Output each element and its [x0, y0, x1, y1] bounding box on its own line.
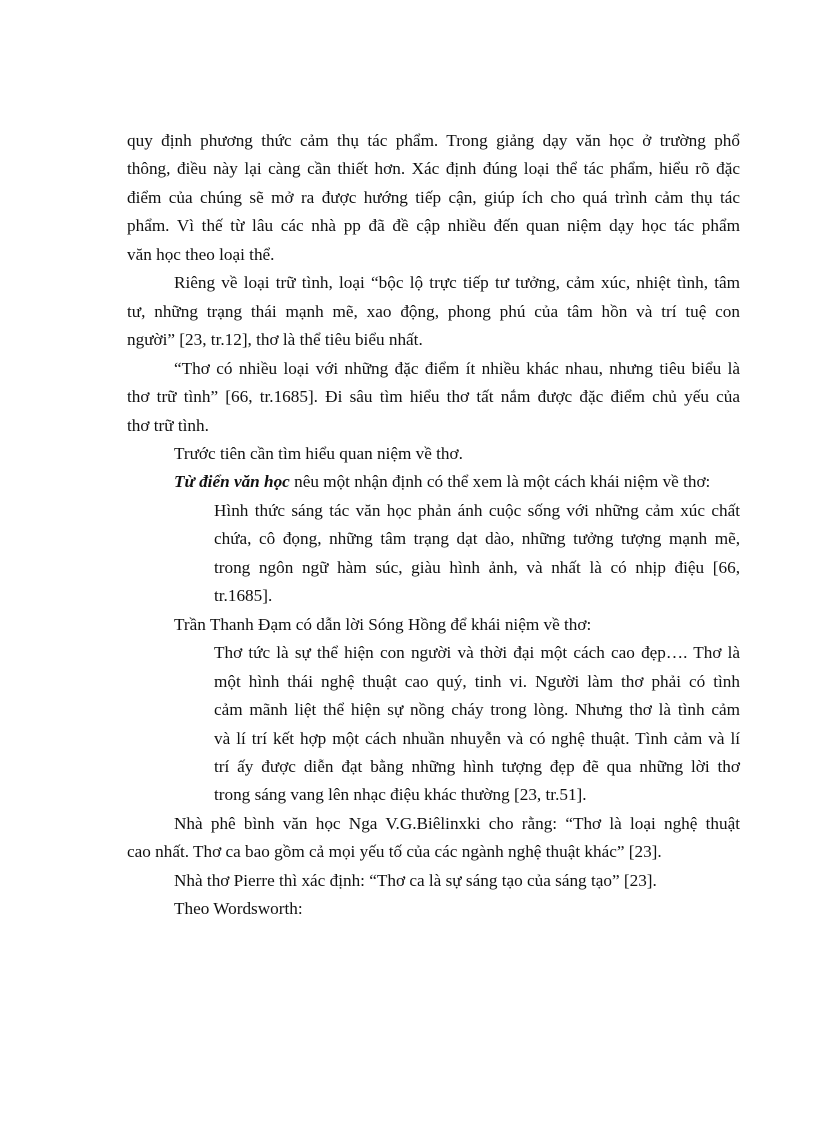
paragraph-4 — [174, 440, 740, 468]
text-line: phẩm. Vì thế từ lâu các nhà pp đã đề cập nhiều đến quan niệm dạy học tác phẩm — [127, 216, 740, 236]
document-body — [127, 127, 740, 924]
text-line: quy định phương thức cảm thụ tác phẩm. Trong giảng dạy văn học ở trường phổ — [127, 131, 740, 150]
quote-line: Hình thức sáng tác văn học phản ánh cuộc sống với những cảm xúc chất — [214, 500, 740, 520]
paragraph-3 — [127, 355, 740, 440]
paragraph-6 — [174, 611, 740, 639]
text-line: Nhà phê bình văn học Nga V.G.Biêlinxki cho rằng: “Thơ là loại nghệ thuật — [174, 813, 740, 833]
text-line: Trần Thanh Đạm có dẫn lời Sóng Hồng để khái niệm về thơ: — [174, 614, 592, 634]
quote-line: trí ấy được diễn đạt bằng những hình tượng đẹp đẽ qua những lời thơ — [214, 756, 740, 776]
paragraph-9 — [174, 895, 740, 923]
text-line: tư, những trạng thái mạnh mẽ, xao động, phong phú của tâm hồn và trí tuệ con — [127, 301, 740, 321]
book-title: Từ điển văn học — [174, 472, 290, 492]
text-run: nêu một nhận định có thể xem là một cách khái niệm về thơ: — [289, 472, 711, 492]
text-line — [174, 468, 740, 496]
text-line: Theo Wordsworth: — [174, 899, 303, 919]
quote-line: Thơ tức là sự thể hiện con người và thời đại một cách cao đẹp…. Thơ là — [214, 643, 740, 663]
paragraph-7 — [127, 810, 740, 867]
text-line: Riêng về loại trữ tình, loại “bộc lộ trực tiếp tư tưởng, cảm xúc, nhiệt tình, tâm — [174, 273, 740, 293]
block-quote-1 — [174, 497, 740, 611]
text-line: thông, điều này lại càng cần thiết hơn. Xác định đúng loại thể tác phẩm, hiểu rõ đặc — [127, 159, 740, 179]
block-quote-2 — [174, 639, 740, 810]
text-line: điểm của chúng sẽ mở ra được hướng tiếp cận, giúp ích cho quá trình cảm thụ tác — [127, 187, 740, 207]
text-line: thơ trữ tình” [66, tr.1685]. Đi sâu tìm hiểu thơ tất nắm được đặc điểm chủ yếu của — [127, 387, 740, 407]
paragraph-8 — [174, 867, 740, 895]
paragraph-1 — [127, 127, 740, 269]
quote-line: cảm mãnh liệt thể hiện sự nồng cháy trong lòng. Nhưng thơ là tình cảm — [214, 700, 740, 720]
text-line: văn học theo loại thể. — [127, 244, 275, 264]
quote-line: và lí trí kết hợp một cách nhuần nhuyễn và có nghệ thuật. Tình cảm và lí — [214, 728, 740, 748]
quote-line: trong sáng vang lên nhạc điệu khác thường [23, tr.51]. — [214, 785, 587, 805]
text-line: thơ trữ tình. — [127, 415, 209, 435]
text-line: “Thơ có nhiều loại với những đặc điểm ít nhiều khác nhau, nhưng tiêu biểu là — [174, 358, 740, 378]
text-line: cao nhất. Thơ ca bao gồm cả mọi yếu tố của các ngành nghệ thuật khác” [23]. — [127, 842, 662, 862]
paragraph-5 — [174, 468, 740, 496]
quote-line: tr.1685]. — [214, 586, 273, 606]
text-line: người” [23, tr.12], thơ là thể tiêu biểu nhất. — [127, 330, 423, 350]
text-line: Nhà thơ Pierre thì xác định: “Thơ ca là sự sáng tạo của sáng tạo” [23]. — [174, 870, 657, 890]
text-line: Trước tiên cần tìm hiểu quan niệm về thơ. — [174, 443, 463, 463]
quote-line: trong ngôn ngữ hàm súc, giàu hình ảnh, và nhất là có nhịp điệu [66, — [214, 557, 740, 577]
paragraph-2 — [127, 269, 740, 354]
quote-line: chứa, cô đọng, những tâm trạng dạt dào, những tưởng tượng mạnh mẽ, — [214, 529, 740, 549]
quote-line: một hình thái nghệ thuật cao quý, tinh vi. Người làm thơ phải có tình — [214, 671, 740, 691]
